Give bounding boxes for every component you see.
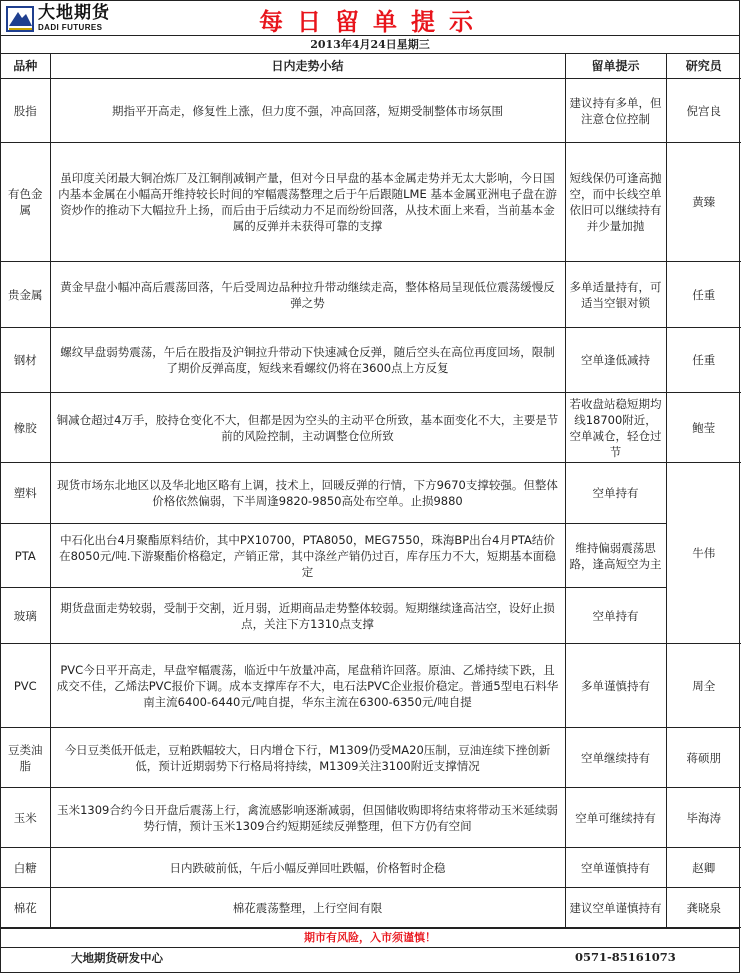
position-advice: 空单谨慎持有 xyxy=(565,848,666,888)
trend-summary: 日内跌破前低，午后小幅反弹回吐跌幅，价格暂时企稳 xyxy=(50,848,565,888)
commodity-name: 贵金属 xyxy=(1,262,50,328)
footer-organization: 大地期货研发中心 xyxy=(71,951,163,965)
position-advice: 短线保仍可逢高抛空，而中长线空单依旧可以继续持有并少量加抛 xyxy=(565,143,666,262)
trend-summary: 虽印度关闭最大铜冶炼厂及江铜削减铜产量，但对今日早盘的基本金属走势并无太大影响，今日国内基本金属在小幅高开维持较长时间的窄幅震荡整理之后于午后跟随LME 基本金属亚洲电子盘在游资炒作的推动下大幅拉升上扬，而后由于后续动力不足而纷纷回落，从技术面上来看，当前基本金属的反弹并未获得可靠的支撑 xyxy=(50,143,565,262)
commodity-name: 有色金属 xyxy=(1,143,50,262)
table-row xyxy=(1,888,741,928)
researcher-name: 周全 xyxy=(666,644,741,728)
table-row xyxy=(1,262,741,328)
commodity-name: PVC xyxy=(1,644,50,728)
commodity-name: 豆类油脂 xyxy=(1,728,50,788)
trend-summary: 玉米1309合约今日开盘后震荡上行，禽流感影响逐渐减弱，但国储收购即将结束将带动玉米延续弱势行情，预计玉米1309合约短期延续反弹整理，但下方仍有空间 xyxy=(50,788,565,848)
trend-summary: 铜减仓超过4万手，胶持仓变化不大，但都是因为空头的主动平仓所致，基本面变化不大，主要是节前的风险控制，主动调整仓位所致 xyxy=(50,393,565,463)
dadi-logo-icon xyxy=(6,6,34,32)
report-title: 每日留单提示 xyxy=(259,8,487,36)
table-row xyxy=(1,644,741,728)
trend-summary: 棉花震荡整理，上行空间有限 xyxy=(50,888,565,928)
footer-phone: 0571-85161073 xyxy=(575,950,676,964)
researcher-name: 赵卿 xyxy=(666,848,741,888)
commodity-name: 股指 xyxy=(1,79,50,143)
trend-summary: 螺纹早盘弱势震荡，午后在股指及沪铜拉升带动下快速减仓反弹，随后空头在高位再度回场，限制了期价反弹高度，短线来看螺纹仍将在3600点上方反复 xyxy=(50,328,565,393)
researcher-name: 龚晓泉 xyxy=(666,888,741,928)
positions-table xyxy=(1,54,741,928)
commodity-name: 棉花 xyxy=(1,888,50,928)
position-advice: 空单继续持有 xyxy=(565,728,666,788)
report-header xyxy=(1,1,739,36)
trend-summary: 今日豆类低开低走，豆粕跌幅较大，日内增仓下行，M1309仍受MA20压制，豆油连续下挫创新低，预计近期弱势下行格局将持续，M1309关注3100附近支撑情况 xyxy=(50,728,565,788)
commodity-name: 白糖 xyxy=(1,848,50,888)
brand-name-en: DADI FUTURES xyxy=(38,23,103,32)
position-advice: 多单谨慎持有 xyxy=(565,644,666,728)
position-advice: 建议持有多单，但注意仓位控制 xyxy=(565,79,666,143)
table-row xyxy=(1,143,741,262)
brand-name-cn: 大地期货 xyxy=(38,3,110,23)
position-advice: 若收盘站稳短期均线18700附近，空单减仓，轻仓过节 xyxy=(565,393,666,463)
commodity-name: 玻璃 xyxy=(1,588,50,644)
table-row xyxy=(1,79,741,143)
researcher-name: 黄臻 xyxy=(666,143,741,262)
position-advice: 多单适量持有，可适当空银对锁 xyxy=(565,262,666,328)
trend-summary: 中石化出台4月聚酯原料结价，其中PX10700，PTA8050，MEG7550，珠海BP出台4月PTA结价在8050元/吨.下游聚酯价格稳定，产销正常，其中涤丝产销仍过百，库存压力不大，短期基本面稳定 xyxy=(50,524,565,588)
commodity-name: 钢材 xyxy=(1,328,50,393)
position-advice: 建议空单谨慎持有 xyxy=(565,888,666,928)
header-researcher: 研究员 xyxy=(666,54,741,79)
commodity-name: 橡胶 xyxy=(1,393,50,463)
researcher-name: 任重 xyxy=(666,262,741,328)
researcher-name: 任重 xyxy=(666,328,741,393)
table-row xyxy=(1,728,741,788)
position-advice: 空单持有 xyxy=(565,463,666,524)
header-advice: 留单提示 xyxy=(565,54,666,79)
trend-summary: 黄金早盘小幅冲高后震荡回落，午后受周边品种拉升带动继续走高，整体格局呈现低位震荡缓慢反弹之势 xyxy=(50,262,565,328)
position-advice: 空单可继续持有 xyxy=(565,788,666,848)
table-row xyxy=(1,328,741,393)
commodity-name: 玉米 xyxy=(1,788,50,848)
table-row xyxy=(1,393,741,463)
researcher-name: 蒋硕朋 xyxy=(666,728,741,788)
position-advice: 空单持有 xyxy=(565,588,666,644)
researcher-name: 倪宫良 xyxy=(666,79,741,143)
report-footer xyxy=(1,947,739,967)
trend-summary: 期指平开高走，修复性上涨，但力度不强，冲高回落，短期受制整体市场氛围 xyxy=(50,79,565,143)
table-header-row xyxy=(1,54,741,79)
table-row xyxy=(1,463,741,524)
trend-summary: 期货盘面走势较弱，受制于交割，近月弱，近期商品走势整体较弱。短期继续逢高沽空，设好止损点，关注下方1310点支撑 xyxy=(50,588,565,644)
header-summary: 日内走势小结 xyxy=(50,54,565,79)
report-date: 2013年4月24日星期三 xyxy=(1,36,739,54)
table-row xyxy=(1,848,741,888)
table-row xyxy=(1,588,741,644)
commodity-name: 塑料 xyxy=(1,463,50,524)
commodity-name: PTA xyxy=(1,524,50,588)
brand-logo xyxy=(6,5,110,32)
position-advice: 维持偏弱震荡思路，逢高短空为主 xyxy=(565,524,666,588)
researcher-name: 毕海涛 xyxy=(666,788,741,848)
position-advice: 空单逢低减持 xyxy=(565,328,666,393)
researcher-name: 鲍莹 xyxy=(666,393,741,463)
header-commodity: 品种 xyxy=(1,54,50,79)
table-row xyxy=(1,788,741,848)
risk-warning: 期市有风险，入市须谨慎！ xyxy=(1,928,739,947)
table-row xyxy=(1,524,741,588)
trend-summary: 现货市场东北地区以及华北地区略有上调，技术上，回暖反弹的行情，下方9670支撑较强。但整体价格依然偏弱，下半周逢9820-9850高处布空单。止损9880 xyxy=(50,463,565,524)
researcher-name: 牛伟 xyxy=(666,463,741,644)
trend-summary: PVC今日平开高走，早盘窄幅震荡，临近中午放量冲高，尾盘稍许回落。原油、乙烯持续下跌，且成交不佳，乙烯法PVC报价下调。成本支撑库存不大，电石法PVC企业报价稳定。普通5型电石料华南主流6400-6440元/吨自提，华东主流在6300-6350元/吨自提 xyxy=(50,644,565,728)
